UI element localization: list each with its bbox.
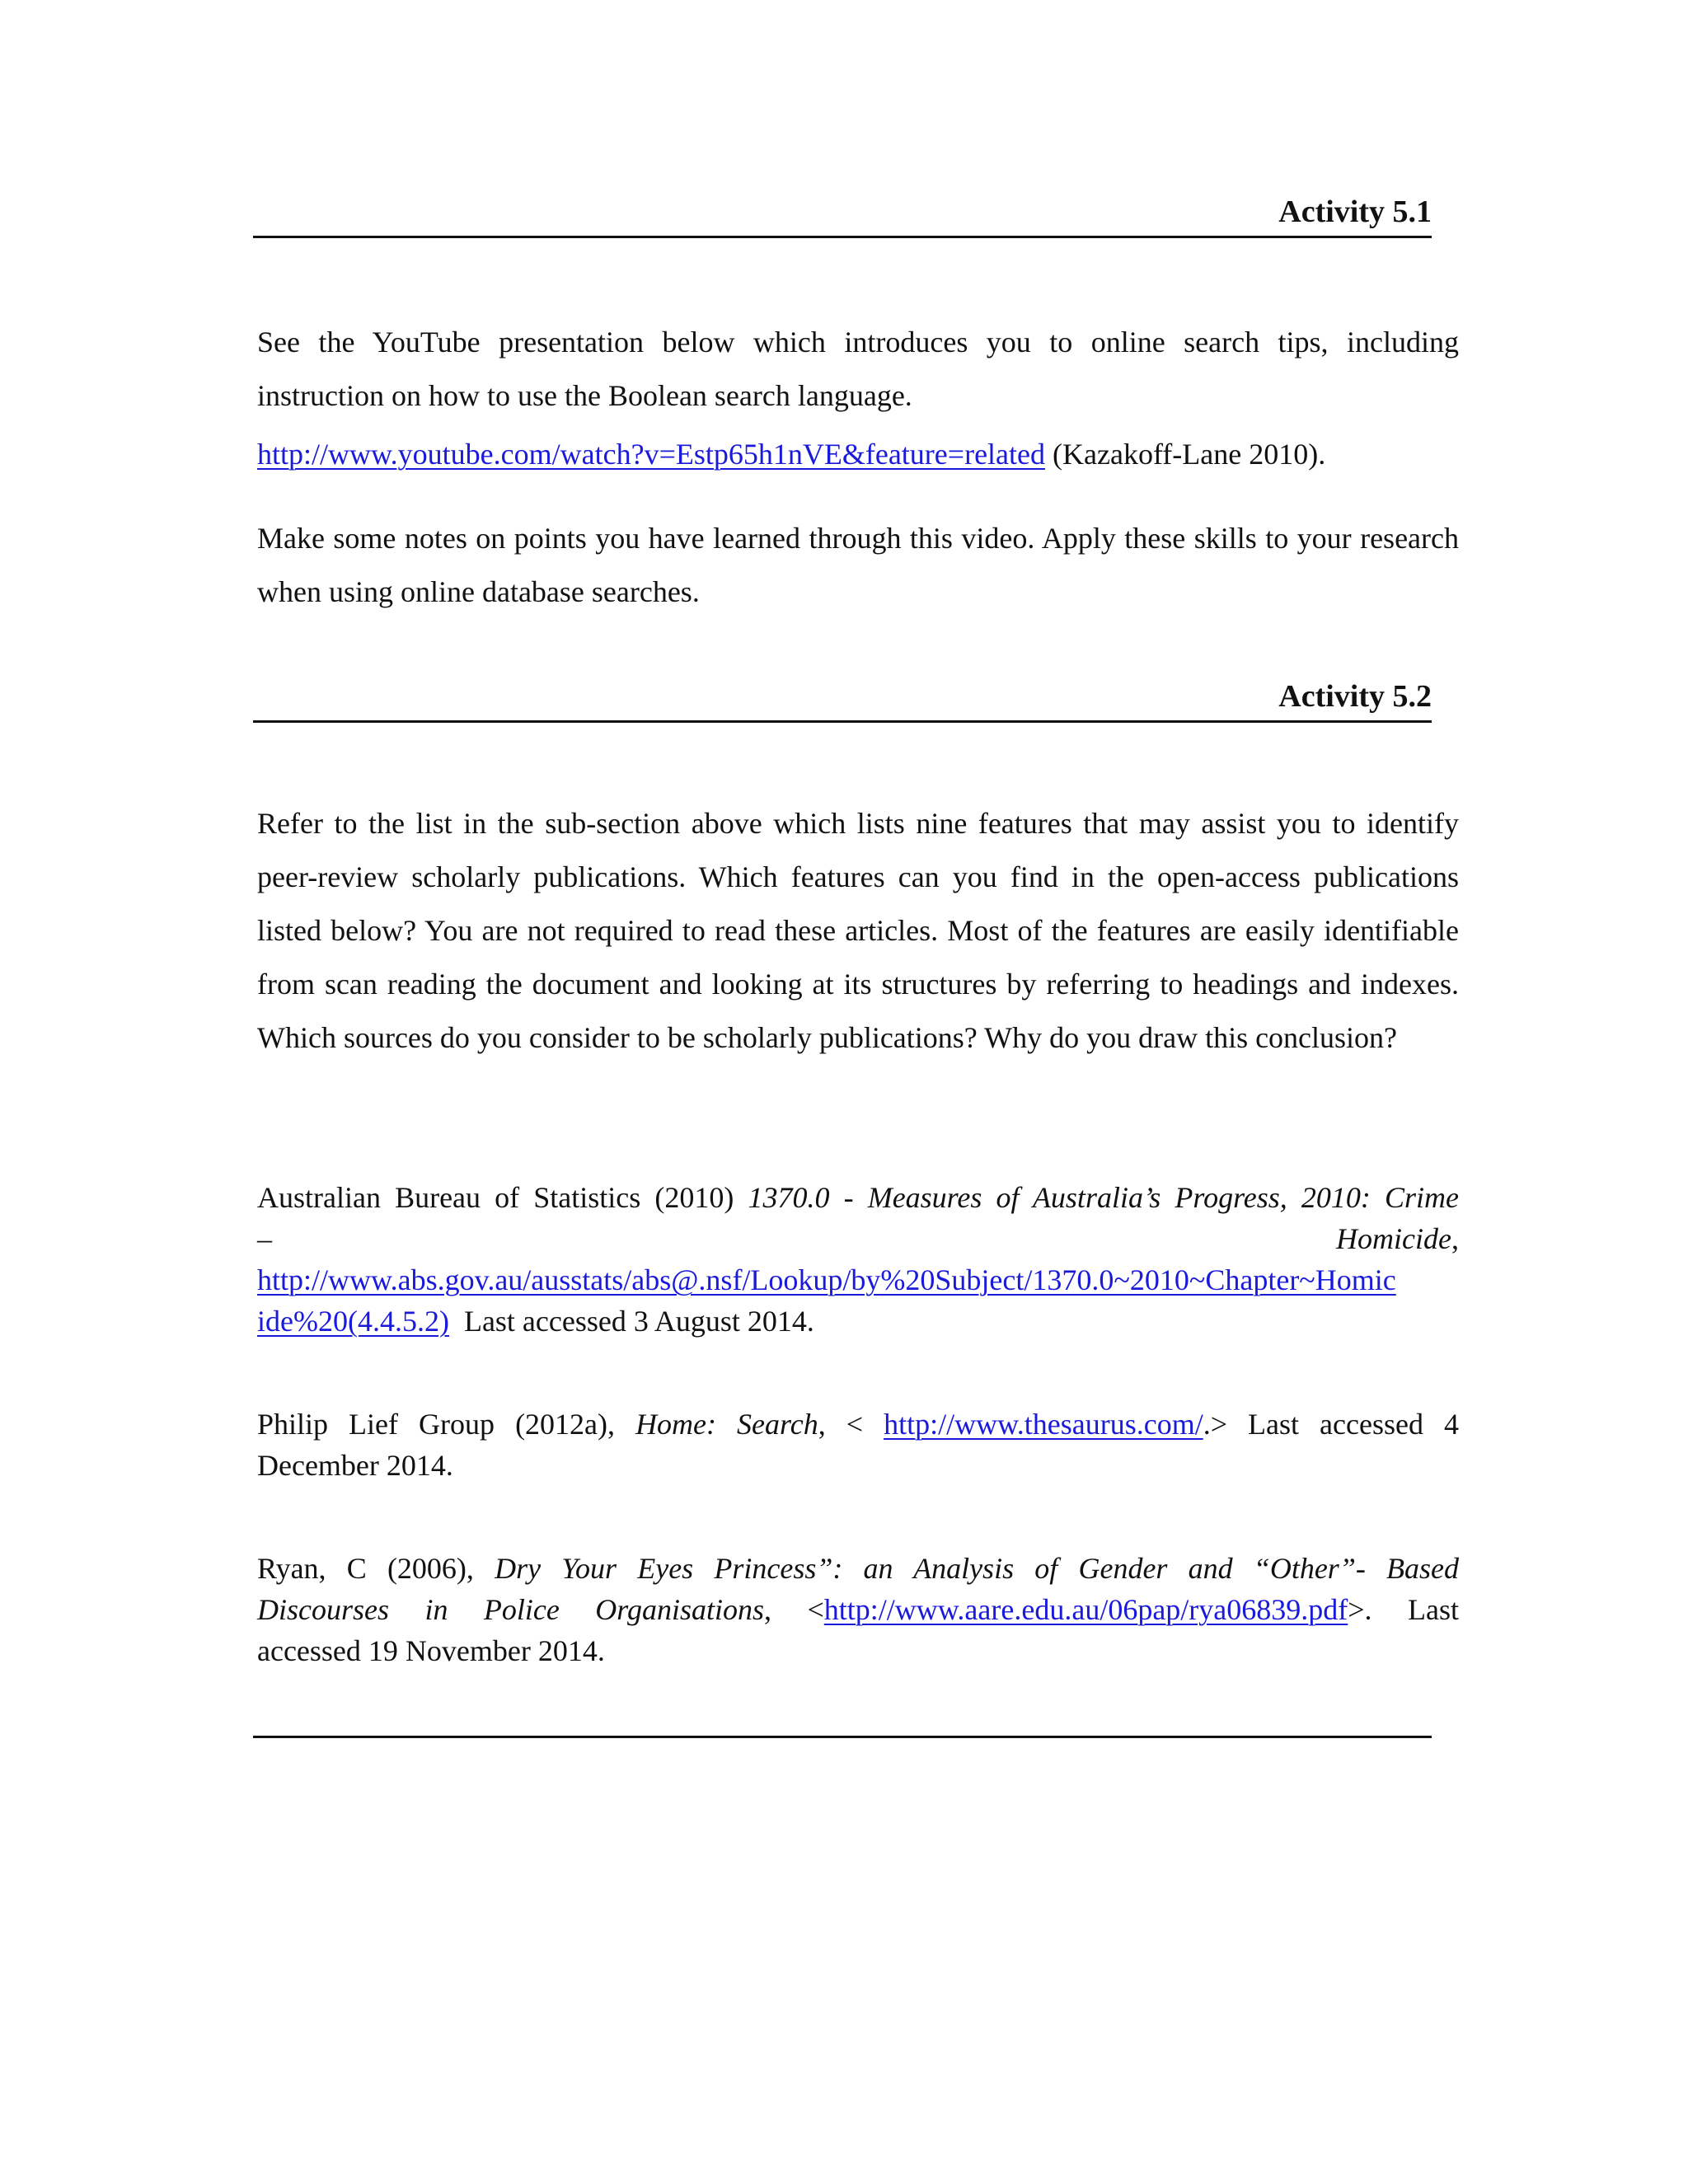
reference-abs-author: Australian Bureau of Statistics (2010) xyxy=(257,1181,748,1214)
reference-ryan-pre-url: , < xyxy=(764,1593,824,1626)
reference-ryan-post-url: >. Last xyxy=(1348,1593,1459,1626)
youtube-link-citation: (Kazakoff-Lane 2010). xyxy=(1045,438,1326,471)
reference-abs xyxy=(257,1177,1459,1342)
reference-ryan-line3: accessed 19 November 2014. xyxy=(257,1634,605,1667)
reference-abs-line4 xyxy=(257,1301,1459,1342)
reference-thesaurus-line2: December 2014. xyxy=(257,1449,453,1482)
reference-abs-accessed: Last accessed 3 August 2014. xyxy=(448,1305,814,1338)
reference-ryan xyxy=(257,1548,1459,1671)
reference-thesaurus-url[interactable]: http://www.thesaurus.com/ xyxy=(884,1408,1203,1441)
activity-5-1-intro-paragraph xyxy=(257,316,1459,423)
activity-5-1-intro-text: See the YouTube presentation below which introduces you to online search tips, including instruction on how to use the Boolean search language. xyxy=(257,326,1459,412)
youtube-link-line xyxy=(257,428,1459,481)
reference-abs-title-part1: 1370.0 - Measures of Australia’s Progress, 2010: Crime xyxy=(748,1181,1459,1214)
reference-ryan-author: Ryan, C (2006), xyxy=(257,1552,495,1585)
activity-5-2-heading: Activity 5.2 xyxy=(253,676,1432,723)
reference-thesaurus-line1 xyxy=(257,1404,1459,1445)
reference-abs-line1 xyxy=(257,1177,1459,1218)
activity-5-1-notes-paragraph xyxy=(257,512,1459,619)
activity-5-1-notes-text: Make some notes on points you have learned through this video. Apply these skills to your research when using online database searches. xyxy=(257,522,1459,608)
reference-ryan-line2 xyxy=(257,1589,1459,1630)
reference-thesaurus-post-url: .> Last accessed 4 xyxy=(1203,1408,1459,1441)
reference-abs-dash: – xyxy=(257,1222,272,1255)
reference-abs-url-part1[interactable]: http://www.abs.gov.au/ausstats/abs@.nsf/Lookup/by%20Subject/1370.0~2010~Chapter~Homic xyxy=(257,1263,1396,1296)
reference-thesaurus-title: Home: Search xyxy=(635,1408,818,1441)
reference-abs-title-part2: Homicide xyxy=(1336,1222,1451,1255)
reference-ryan-line1 xyxy=(257,1548,1459,1589)
activity-5-1-heading: Activity 5.1 xyxy=(253,191,1432,238)
reference-ryan-title-line2: Discourses in Police Organisations xyxy=(257,1593,764,1626)
reference-abs-comma: , xyxy=(1451,1222,1459,1255)
reference-ryan-title-line1: Dry Your Eyes Princess”: an Analysis of Gender and “Other”- Based xyxy=(495,1552,1460,1585)
reference-abs-url-part2[interactable]: ide%20(4.4.5.2) xyxy=(257,1305,449,1338)
reference-abs-line2 xyxy=(257,1218,1459,1259)
reference-thesaurus-pre-url: , < xyxy=(818,1408,884,1441)
youtube-link[interactable]: http://www.youtube.com/watch?v=Estp65h1nVE&feature=related xyxy=(257,438,1046,471)
activity-5-2-text: Refer to the list in the sub-section above which lists nine features that may assist you to identify peer-review scholarly publications. Which features can you find in the open-access publications listed below? You are not required to read these articles. Most of the features are easily identifiable from scan reading the document and looking at its structures by referring to headings and indexes. Which sources do you consider to be scholarly publications? Why do you draw this conclusion? xyxy=(257,807,1459,1054)
reference-ryan-url[interactable]: http://www.aare.edu.au/06pap/rya06839.pdf xyxy=(823,1593,1348,1626)
bottom-divider xyxy=(253,1736,1432,1738)
reference-abs-line3 xyxy=(257,1259,1459,1301)
reference-thesaurus xyxy=(257,1404,1459,1486)
activity-5-2-paragraph xyxy=(257,797,1459,1065)
reference-thesaurus-author: Philip Lief Group (2012a), xyxy=(257,1408,636,1441)
